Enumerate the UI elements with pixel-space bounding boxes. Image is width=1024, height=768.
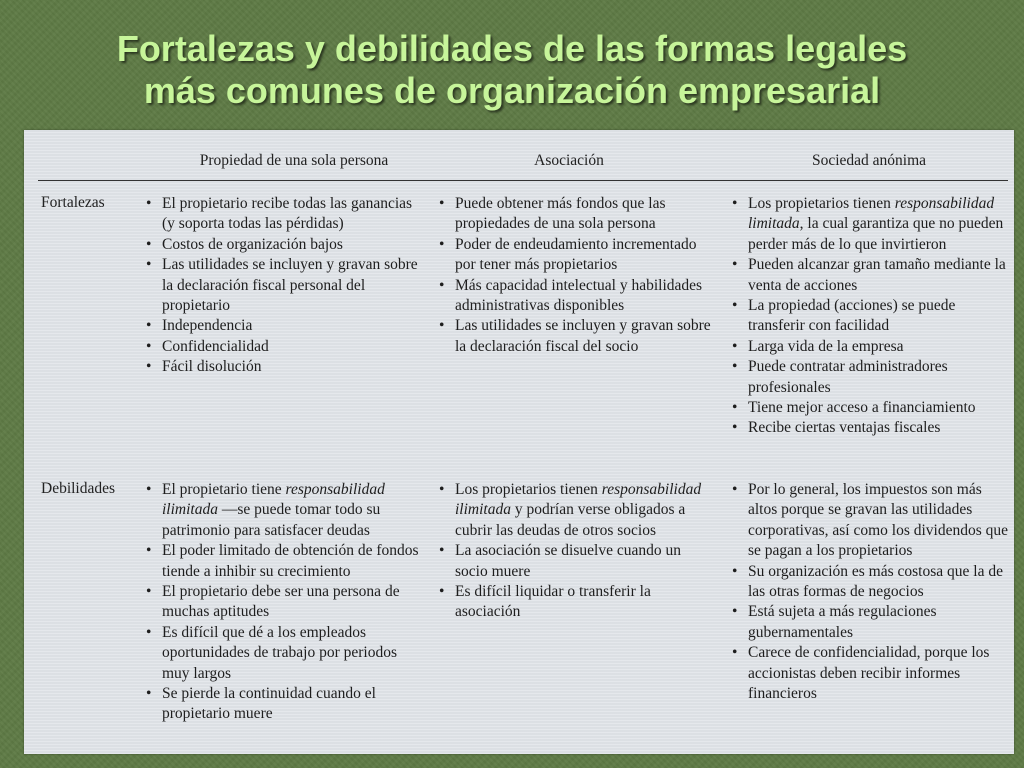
list-item: • Larga vida de la empresa	[730, 337, 1012, 357]
list-item: • La asociación se disuelve cuando un socio muere	[437, 541, 717, 582]
list-item: • Costos de organización bajos	[144, 235, 419, 255]
list-item: • Se pierde la continuidad cuando el propietario muere	[144, 684, 424, 725]
row-label-weaknesses: Debilidades	[41, 480, 116, 497]
list-item: • Los propietarios tienen responsabilidad ilimitada y podrían verse obligados a cubrir las deudas de otros socios	[437, 480, 717, 541]
list-item: • Tiene mejor acceso a financiamiento	[730, 398, 1012, 418]
list-item: • Carece de confidencialidad, porque los accionistas deben recibir informes financieros	[730, 643, 1012, 704]
slide-title-line-2: más comunes de organización empresarial	[143, 70, 881, 111]
column-header-partnership: Asociación	[534, 152, 604, 169]
list-item-text: Los propietarios tienen responsabilidad limitada, la cual garantiza que no pueden perder más de lo que invirtieron	[748, 195, 1004, 253]
list-item: • Poder de endeudamiento incrementado por tener más propietarios	[437, 235, 717, 276]
list-item: • Confidencialidad	[144, 337, 419, 357]
list-item: • El propietario debe ser una persona de muchas aptitudes	[144, 582, 424, 623]
emphasis-text: responsabilidad limitada	[748, 195, 995, 233]
weaknesses-partnership	[437, 480, 717, 623]
weaknesses-sole-proprietorship	[144, 480, 424, 725]
strengths-partnership	[437, 194, 717, 357]
list-item: • El poder limitado de obtención de fondos tiende a inhibir su crecimiento	[144, 541, 424, 582]
list-item: • El propietario tiene responsabilidad ilimitada —se puede tomar todo su patrimonio para satisfacer deudas	[144, 480, 424, 541]
list-item: • Pueden alcanzar gran tamaño mediante la venta de acciones	[730, 255, 1012, 296]
strengths-corporation	[730, 194, 1012, 439]
list-item: • Es difícil que dé a los empleados oportunidades de trabajo por periodos muy largos	[144, 623, 424, 684]
slide-title	[0, 28, 1024, 112]
slide-title-line-1: Fortalezas y debilidades de las formas legales	[116, 28, 908, 69]
list-item: • Las utilidades se incluyen y gravan sobre la declaración fiscal personal del propietario	[144, 255, 419, 316]
strengths-sole-proprietorship	[144, 194, 419, 378]
column-header-sole-proprietorship: Propiedad de una sola persona	[199, 152, 389, 169]
list-item: • Más capacidad intelectual y habilidades administrativas disponibles	[437, 276, 717, 317]
column-header-corporation: Sociedad anónima	[811, 152, 927, 169]
list-item: • Puede contratar administradores profesionales	[730, 357, 1012, 398]
comparison-table	[24, 130, 1014, 754]
row-label-strengths: Fortalezas	[41, 194, 105, 211]
list-item: • Fácil disolución	[144, 357, 419, 377]
emphasis-text: responsabilidad ilimitada	[455, 481, 702, 519]
list-item: • Está sujeta a más regulaciones gubernamentales	[730, 602, 1012, 643]
list-item: • Puede obtener más fondos que las propiedades de una sola persona	[437, 194, 717, 235]
list-item: • Por lo general, los impuestos son más altos porque se gravan las utilidades corporativas, así como los dividendos que se pagan a los propietarios	[730, 480, 1012, 562]
list-item: • Independencia	[144, 316, 419, 336]
list-item: • Recibe ciertas ventajas fiscales	[730, 418, 1012, 438]
emphasis-text: responsabilidad ilimitada	[162, 481, 385, 519]
weaknesses-corporation	[730, 480, 1012, 704]
list-item: • Su organización es más costosa que la de las otras formas de negocios	[730, 562, 1012, 603]
list-item: • Es difícil liquidar o transferir la asociación	[437, 582, 717, 623]
list-item	[730, 194, 1012, 255]
list-item: • El propietario recibe todas las ganancias (y soporta todas las pérdidas)	[144, 194, 419, 235]
list-item: • La propiedad (acciones) se puede transferir con facilidad	[730, 296, 1012, 337]
list-item: • Las utilidades se incluyen y gravan sobre la declaración fiscal del socio	[437, 316, 717, 357]
header-divider	[38, 180, 1008, 181]
